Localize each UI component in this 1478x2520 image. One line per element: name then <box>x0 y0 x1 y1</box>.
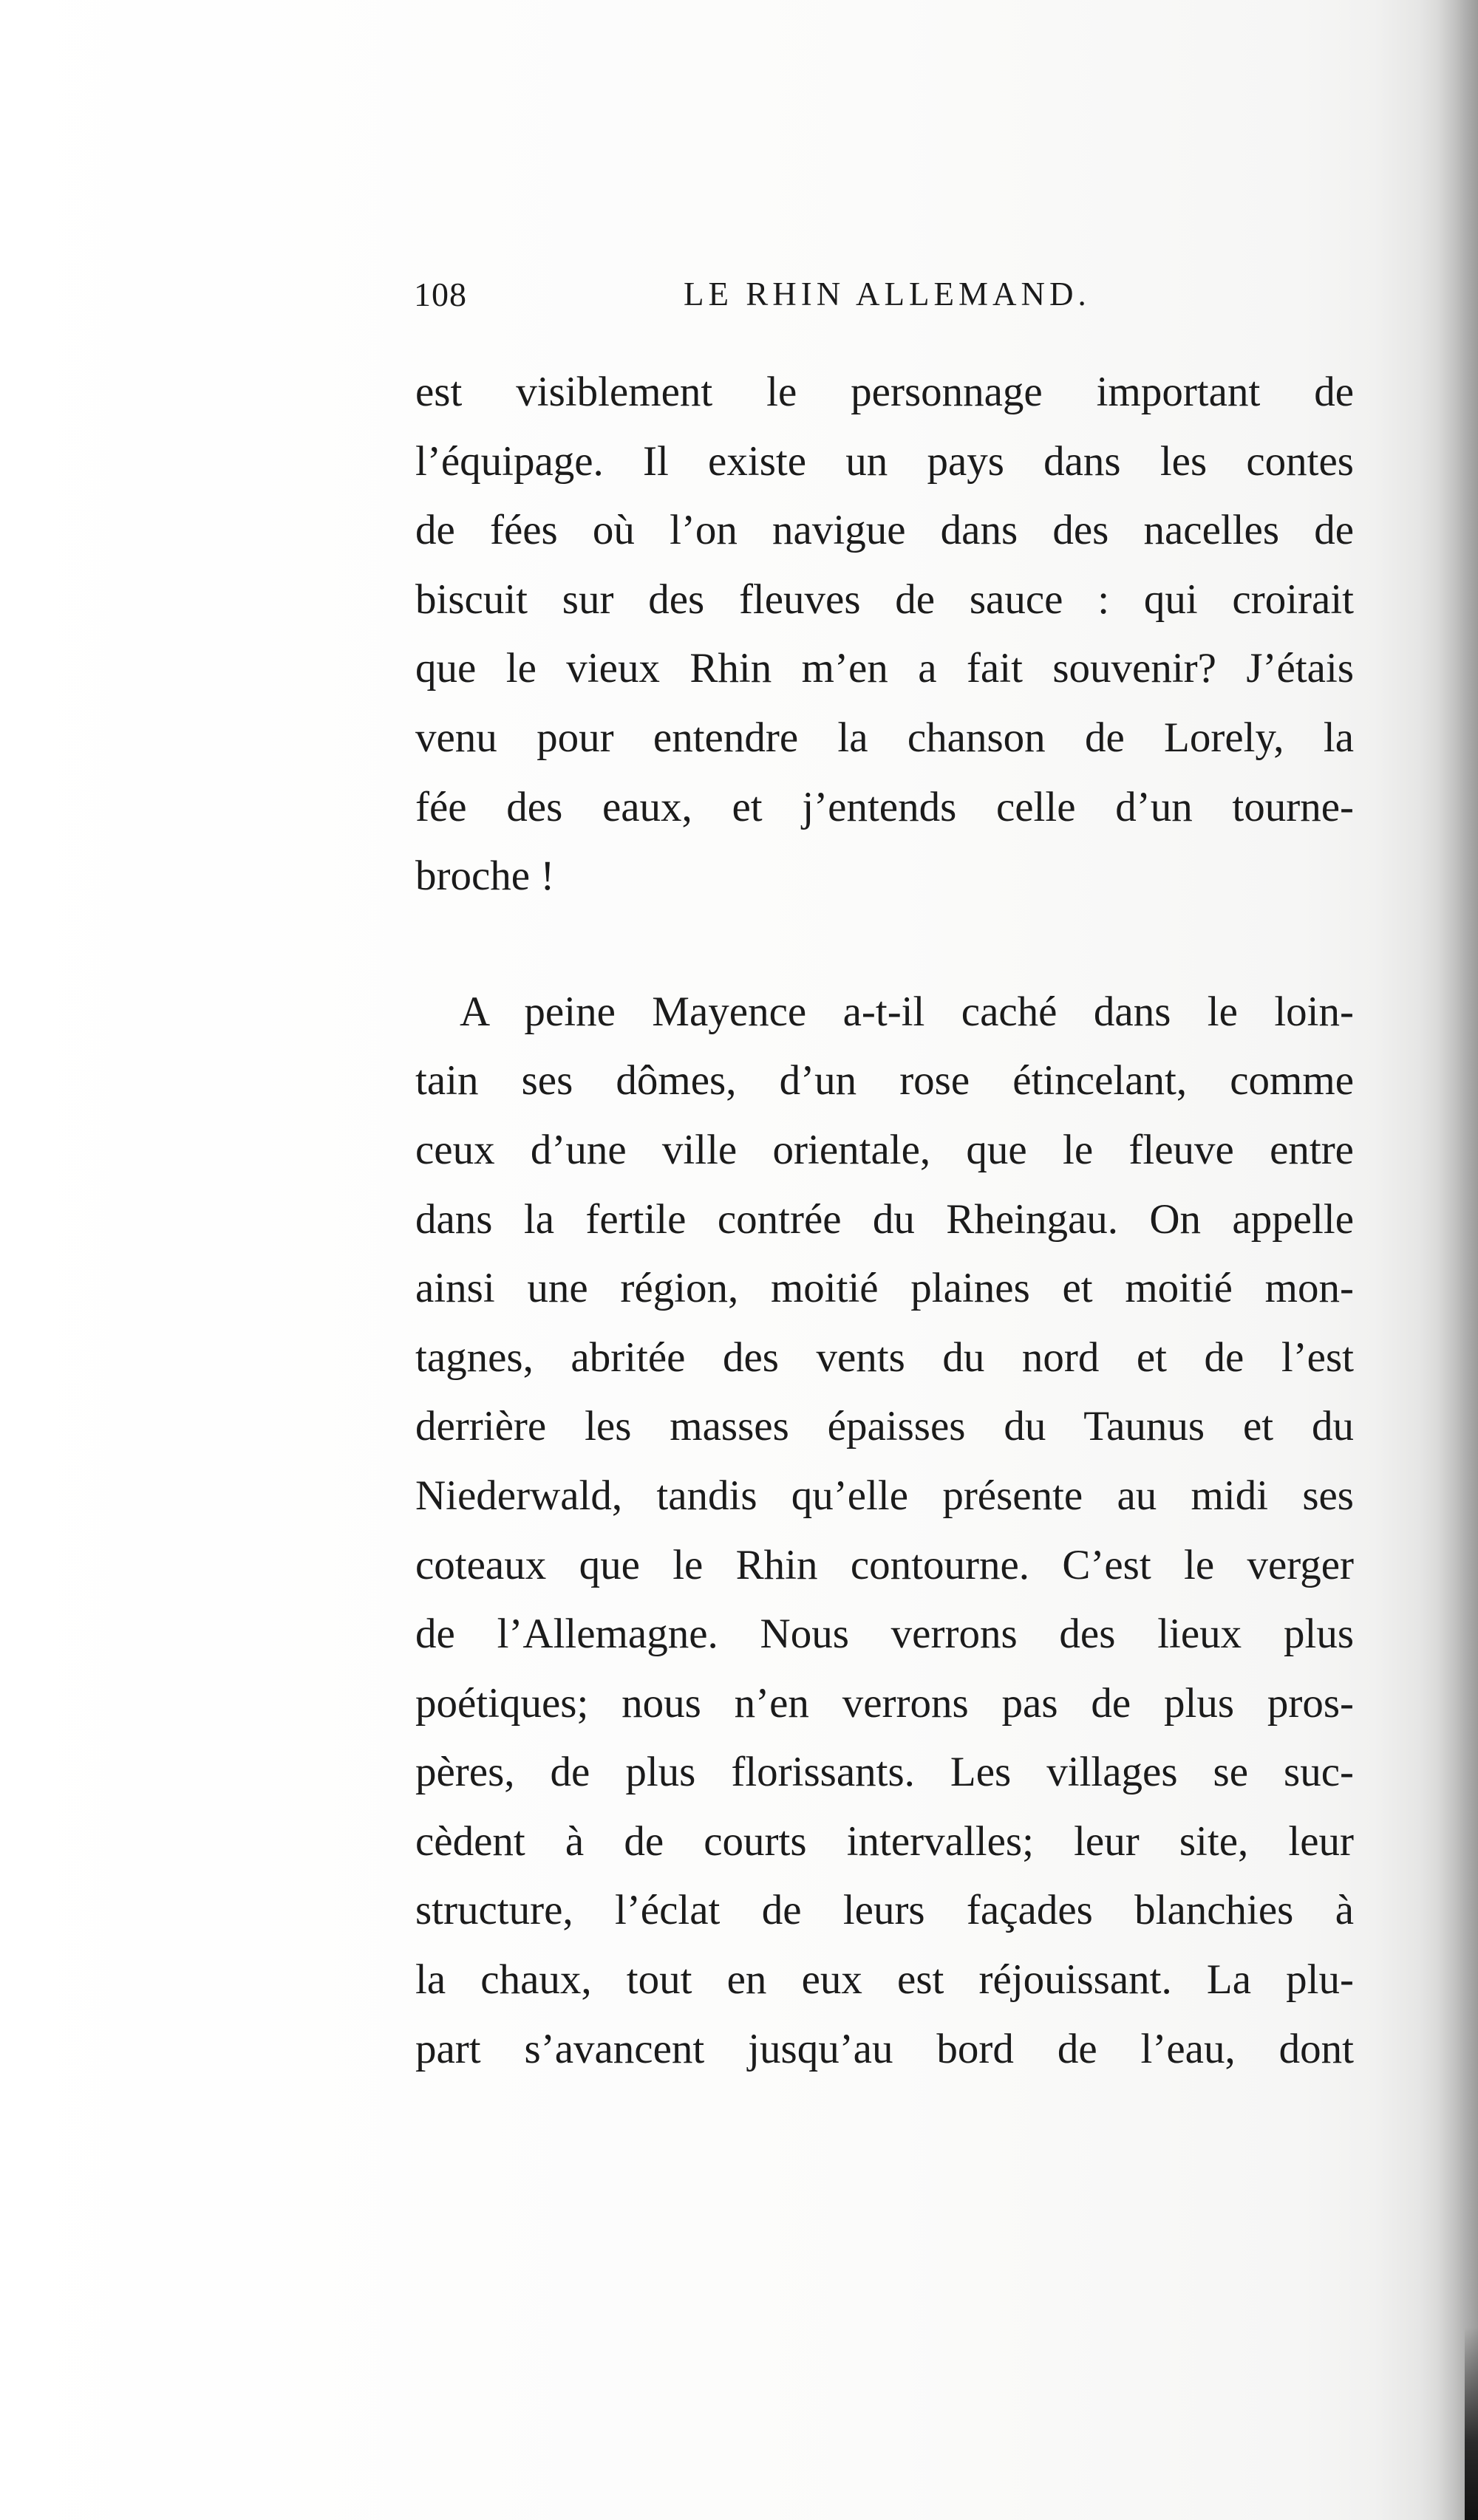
text-line: part s’avancent jusqu’au bord de l’eau, dont <box>415 2025 1354 2072</box>
text-line: ainsi une région, moitié plaines et moitié mon- <box>415 1265 1354 1312</box>
text-line: pères, de plus florissants. Les villages se suc- <box>415 1749 1354 1796</box>
text-line: l’équipage. Il existe un pays dans les contes <box>415 437 1354 485</box>
text-line: ceux d’une ville orientale, que le fleuve entre <box>415 1126 1354 1173</box>
running-header <box>414 275 1101 319</box>
text-line: tagnes, abritée des vents du nord et de l’est <box>415 1334 1354 1381</box>
text-line: cèdent à de courts intervalles; leur site, leur <box>415 1817 1354 1865</box>
text-line: est visiblement le personnage important de <box>415 369 1354 415</box>
page-edge-shadow <box>1465 2327 1478 2520</box>
text-line: tain ses dômes, d’un rose étincelant, comme <box>415 1057 1354 1104</box>
page-number: 108 <box>414 276 467 313</box>
page-gutter-shadow <box>1437 0 1478 2520</box>
text-line: dans la fertile contrée du Rheingau. On appelle <box>415 1195 1354 1243</box>
text-line: biscuit sur des fleuves de sauce : qui croirait <box>415 576 1354 623</box>
paragraph-2 <box>415 977 1354 2084</box>
text-line: Niederwald, tandis qu’elle présente au midi ses <box>415 1472 1354 1519</box>
text-line: la chaux, tout en eux est réjouissant. La plu- <box>415 1956 1354 2004</box>
text-line: venu pour entendre la chanson de Lorely, la <box>415 714 1354 761</box>
text-line: structure, l’éclat de leurs façades blanchies à <box>415 1887 1354 1934</box>
body-text <box>415 358 1354 2083</box>
text-line: de fées où l’on navigue dans des nacelles de <box>415 507 1354 554</box>
text-line: que le vieux Rhin m’en a fait souvenir? J’étais <box>415 645 1354 692</box>
paragraph-1 <box>415 358 1354 911</box>
running-title: LE RHIN ALLEMAND. <box>684 276 1091 313</box>
text-line: broche ! <box>415 853 555 900</box>
text-line: de l’Allemagne. Nous verrons des lieux plus <box>415 1611 1354 1658</box>
text-line: derrière les masses épaisses du Taunus et du <box>415 1403 1354 1450</box>
paragraph-gap <box>415 911 1354 977</box>
text-line: coteaux que le Rhin contourne. C’est le verger <box>415 1541 1354 1588</box>
text-line: poétiques; nous n’en verrons pas de plus pros- <box>415 1679 1354 1727</box>
text-line: fée des eaux, et j’entends celle d’un tourne- <box>415 783 1354 830</box>
text-line: A peine Mayence a-t-il caché dans le loin- <box>460 988 1354 1035</box>
